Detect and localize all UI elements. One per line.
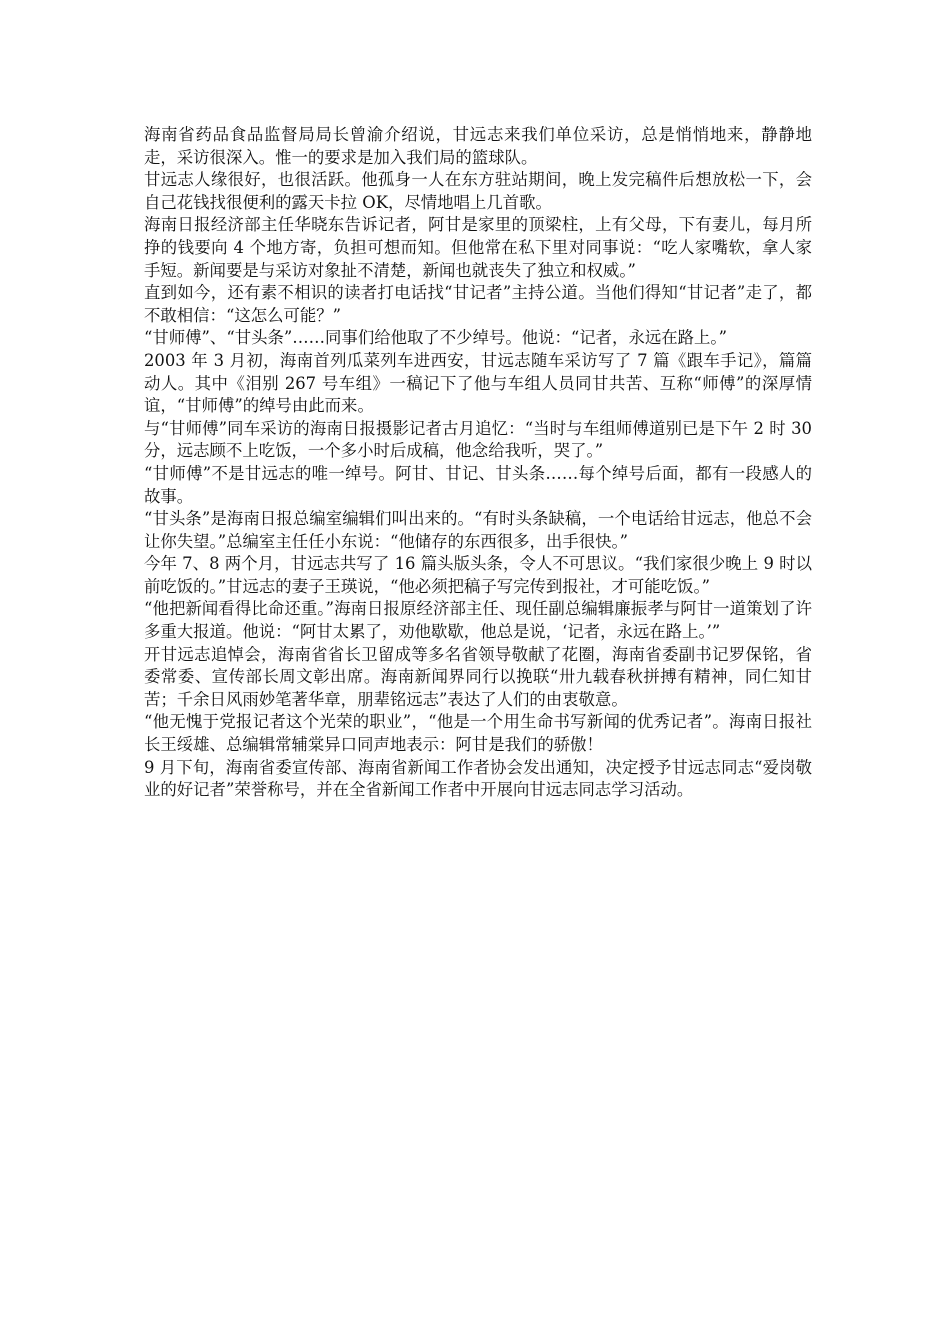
paragraph-1: 海南省药品食品监督局局长曾渝介绍说，甘远志来我们单位采访，总是悄悄地来，静静地走，采访很深入。惟一的要求是加入我们局的篮球队。	[144, 125, 812, 167]
paragraph-11: “他把新闻看得比命还重。”海南日报原经济部主任、现任副总编辑廉振孝与阿甘一道策划了许多重大报道。他说：“阿甘太累了，劝他歇歇，他总是说，‘记者，永远在路上。’”	[144, 599, 812, 642]
paragraph-14: 9 月下旬，海南省委宣传部、海南省新闻工作者协会发出通知，决定授予甘远志同志“爱岗敬业的好记者”荣誉称号，并在全省新闻工作者中开展向甘远志同志学习活动。	[144, 757, 812, 800]
paragraph-13: “他无愧于党报记者这个光荣的职业”，“他是一个用生命书写新闻的优秀记者”。海南日报社长王绥雄、总编辑常辅棠异口同声地表示：阿甘是我们的骄傲！	[144, 712, 812, 755]
paragraph-3: 海南日报经济部主任华晓东告诉记者，阿甘是家里的顶梁柱，上有父母，下有妻儿，每月所挣的钱要向 4 个地方寄，负担可想而知。但他常在私下里对同事说：“吃人家嘴软，拿人家手短。新闻要是与采访对象扯不清楚，新闻也就丧失了独立和权威。”	[144, 215, 812, 280]
paragraph-6: 2003 年 3 月初，海南首列瓜菜列车进西安，甘远志随车采访写了 7 篇《跟车手记》，篇篇动人。其中《泪别 267 号车组》一稿记下了他与车组人员同甘共苦、互称“师傅”的深厚情谊，“甘师傅”的绰号由此而来。	[144, 350, 812, 416]
paragraph-7: 与“甘师傅”同车采访的海南日报摄影记者古月追忆：“当时与车组师傅道别已是下午 2 时 30 分，远志顾不上吃饭，一个多小时后成稿，他念给我听，哭了。”	[144, 418, 812, 461]
paragraph-8: “甘师傅”不是甘远志的唯一绰号。阿甘、甘记、甘头条……每个绰号后面，都有一段感人的故事。	[144, 463, 812, 506]
paragraph-12: 开甘远志追悼会，海南省省长卫留成等多名省领导敬献了花圈，海南省委副书记罗保铭，省委常委、宣传部长周文彰出席。海南新闻界同行以挽联“卅九载春秋拼搏有精神，同仁知甘苦；千余日风雨妙笔著华章，朋辈铭远志”表达了人们的由衷敬意。	[144, 644, 812, 709]
paragraph-9: “甘头条”是海南日报总编室编辑们叫出来的。“有时头条缺稿，一个电话给甘远志，他总不会让你失望。”总编室主任任小东说：“他储存的东西很多，出手很快。”	[144, 509, 812, 551]
paragraph-4: 直到如今，还有素不相识的读者打电话找“甘记者”主持公道。当他们得知“甘记者”走了，都不敢相信：“这怎么可能？”	[144, 283, 812, 325]
paragraph-2: 甘远志人缘很好，也很活跃。他孤身一人在东方驻站期间，晚上发完稿件后想放松一下，会自己花钱找很便利的露天卡拉 OK，尽情地唱上几首歌。	[144, 170, 812, 212]
paragraph-5: “甘师傅”、“甘头条”……同事们给他取了不少绰号。他说：“记者，永远在路上。”	[144, 328, 727, 348]
article-body	[144, 124, 812, 802]
paragraph-10: 今年 7、8 两个月，甘远志共写了 16 篇头版头条，令人不可思议。“我们家很少晚上 9 时以前吃饭的。”甘远志的妻子王瑛说，“他必须把稿子写完传到报社，才可能吃饭。”	[144, 554, 812, 596]
